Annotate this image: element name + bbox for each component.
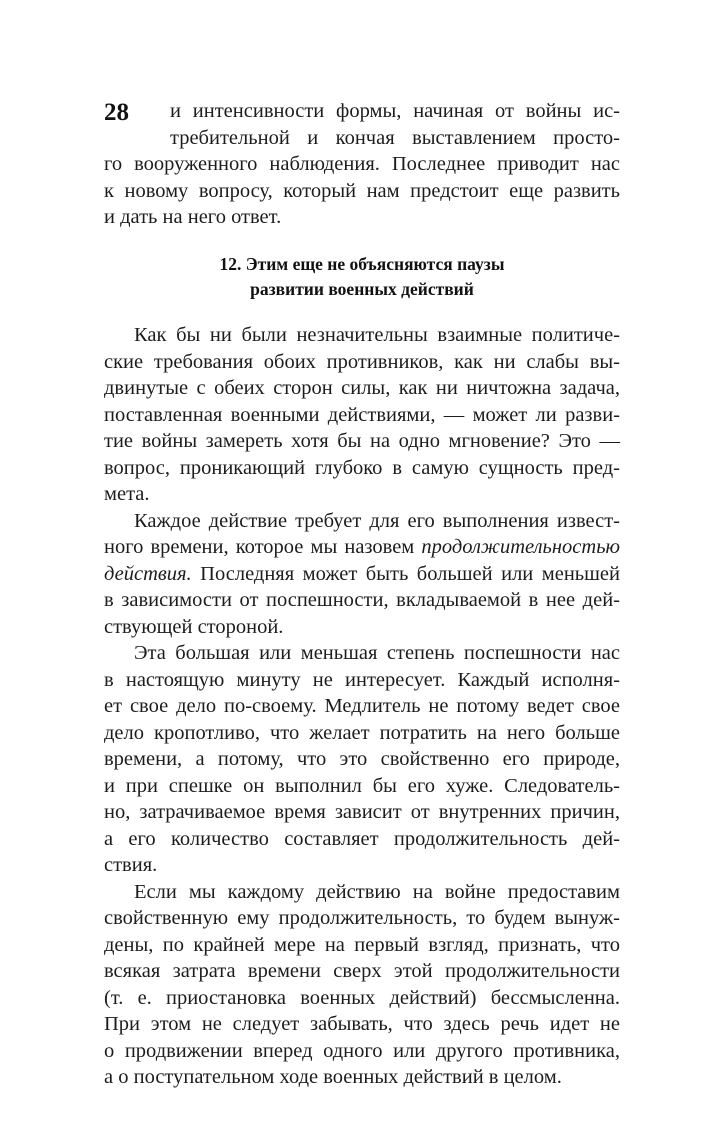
text-fragment: Последняя может быть большей или меньшей [191, 562, 620, 585]
text-line: ские требования обоих противников, как ни слабы вы- [104, 350, 620, 373]
text-line: Если мы каждому действию на войне предоставим [134, 880, 620, 903]
text-line: го вооруженного наблюдения. Последнее приводит нас [104, 153, 620, 175]
text-line: Как бы ни были незначительны взаимные политиче- [134, 324, 620, 346]
text-line: (т. е. приостановка военных действий) бессмысленна. [104, 986, 620, 1009]
text-line: в настоящую минуту не интересует. Каждый исполня- [104, 668, 620, 691]
text-line: двинутые с обеих сторон силы, как ни ничтожна задача, [104, 377, 620, 399]
text-line-mixed [104, 561, 620, 588]
text-line: дело кропотливо, что желает потратить на него больше [104, 721, 620, 744]
text-line: мета. [104, 483, 150, 505]
text-line: времени, а потому, что это свойственно его природе, [104, 748, 620, 770]
section-heading [104, 252, 620, 302]
text-line: а о поступательном ходе военных действий в целом. [104, 1066, 562, 1088]
heading-line: 12. Этим еще не объясняются паузы [219, 254, 505, 274]
text-line: в зависимости от поспешности, вкладываемой в нее дей- [104, 589, 620, 611]
text-line: о продвижении вперед одного или другого противника, [104, 1039, 620, 1062]
text-line: свойственную ему продолжительность, то будем вынуж- [104, 907, 620, 929]
italic-term: действия. [104, 562, 192, 585]
heading-line: развитии военных действий [250, 279, 474, 299]
text-line: Эта большая или меньшая степень поспешности нас [134, 642, 620, 664]
text-line-mixed [104, 534, 620, 561]
page-number: 28 [104, 99, 129, 126]
text-line: а его количество составляет продолжительность дей- [104, 827, 620, 850]
body-text [104, 322, 620, 1091]
text-line: всякая затрата времени сверх этой продолжительности [104, 960, 620, 982]
text-line: к новому вопросу, который нам предстоит еще развить [104, 179, 620, 202]
text-line: ствия. [104, 854, 158, 876]
text-line: но, затрачиваемое время зависит от внутренних причин, [104, 801, 620, 823]
text-line: и при спешке он выполнил бы его хуже. Следователь- [104, 774, 620, 797]
text-line: ствующей стороной. [104, 615, 284, 638]
text-line: поставленная военными действиями, — может ли разви- [104, 403, 620, 426]
text-line: Каждое действие требует для его выполнения извест- [134, 509, 620, 532]
text-line: и интенсивности формы, начиная от войны ис- [170, 100, 620, 122]
text-line: и дать на него ответ. [104, 206, 282, 228]
text-line: дены, по крайней мере на первый взгляд, признать, что [104, 933, 620, 956]
italic-term: продолжительностью [421, 536, 620, 558]
text-line: вопрос, проникающий глубоко в самую сущность пред- [104, 456, 620, 479]
text-fragment: ного времени, которое мы назовем [104, 536, 422, 558]
opening-paragraph [104, 98, 620, 231]
text-line: требительной и кончая выставлением просто- [170, 126, 620, 149]
text-line: тие войны замереть хотя бы на одно мгновение? Это — [104, 430, 620, 452]
text-line: При этом не следует забывать, что здесь речь идет не [104, 1013, 620, 1035]
text-line: ет свое дело по-своему. Медлитель не потому ведет свое [104, 695, 620, 717]
